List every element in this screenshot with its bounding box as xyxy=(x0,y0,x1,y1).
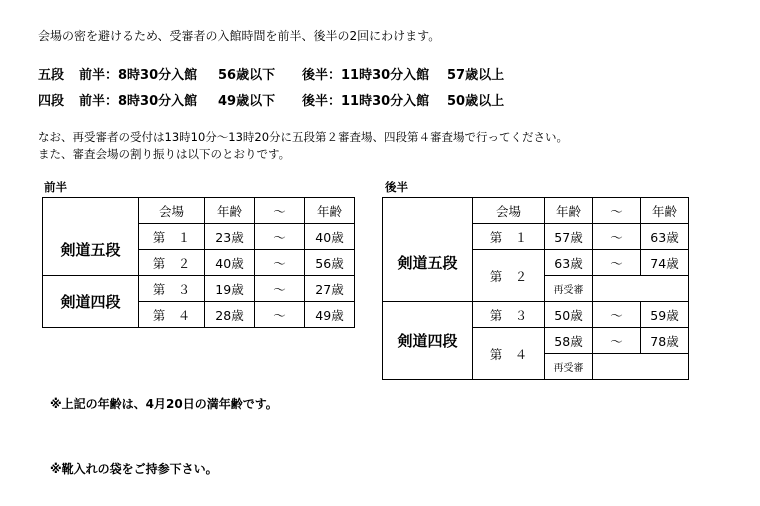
table-cell xyxy=(383,198,473,224)
schedule-second-label: 後半：11時30分入館 xyxy=(302,94,430,109)
age-to-cell: 27歳 xyxy=(305,276,355,302)
tilde-cell: ～ xyxy=(593,224,641,250)
footnote-age: ※上記の年齢は、4月20日の満年齢です。 xyxy=(50,397,278,411)
table-row xyxy=(43,276,355,302)
table-row xyxy=(383,224,689,250)
first-half-heading: 前半 xyxy=(44,180,67,194)
header-tilde: ～ xyxy=(593,198,641,224)
retake-label: 再受審 xyxy=(545,354,593,380)
dan-label: 剣道四段 xyxy=(383,302,473,380)
venue-cell: 第 ４ xyxy=(473,328,545,380)
header-age-from: 年齢 xyxy=(545,198,593,224)
tilde-cell: ～ xyxy=(593,250,641,276)
dan-label: 剣道五段 xyxy=(383,224,473,302)
age-from-cell: 19歳 xyxy=(205,276,255,302)
schedule-rank: 四段 xyxy=(38,94,65,109)
tilde-cell: ～ xyxy=(255,250,305,276)
schedule-first-age: 49歳以下 xyxy=(218,94,276,109)
second-half-table xyxy=(382,197,689,380)
venue-cell: 第 ３ xyxy=(473,302,545,328)
venue-cell: 第 ４ xyxy=(139,302,205,328)
tilde-cell: ～ xyxy=(255,302,305,328)
table-header-row xyxy=(383,198,689,224)
venue-cell: 第 ２ xyxy=(473,250,545,302)
schedule-second-age: 50歳以上 xyxy=(447,94,505,109)
age-from-cell: 57歳 xyxy=(545,224,593,250)
age-from-cell: 40歳 xyxy=(205,250,255,276)
age-to-cell: 40歳 xyxy=(305,224,355,250)
table-cell xyxy=(593,354,689,380)
first-half-table xyxy=(42,197,355,328)
schedule-first-age: 56歳以下 xyxy=(218,68,276,83)
table-row xyxy=(43,224,355,250)
age-from-cell: 50歳 xyxy=(545,302,593,328)
tilde-cell: ～ xyxy=(593,328,641,354)
age-to-cell: 78歳 xyxy=(641,328,689,354)
header-venue: 会場 xyxy=(473,198,545,224)
venue-cell: 第 １ xyxy=(473,224,545,250)
schedule-second-label: 後半：11時30分入館 xyxy=(302,68,430,83)
header-age-from: 年齢 xyxy=(205,198,255,224)
age-from-cell: 28歳 xyxy=(205,302,255,328)
age-from-cell: 23歳 xyxy=(205,224,255,250)
retake-label: 再受審 xyxy=(545,276,593,302)
venue-cell: 第 ２ xyxy=(139,250,205,276)
schedule-second-age: 57歳以上 xyxy=(447,68,505,83)
table-cell xyxy=(593,276,689,302)
note-line: なお、再受審者の受付は13時10分～13時20分に五段第２審査場、四段第４審査場で行ってください。 xyxy=(38,130,569,144)
table-row xyxy=(383,302,689,328)
age-to-cell: 49歳 xyxy=(305,302,355,328)
tilde-cell: ～ xyxy=(255,224,305,250)
schedule-first-label: 前半：8時30分入館 xyxy=(79,68,198,83)
venue-cell: 第 ３ xyxy=(139,276,205,302)
dan-label: 剣道五段 xyxy=(43,224,139,276)
table-header-row xyxy=(43,198,355,224)
footnote-shoe-bag: ※靴入れの袋をご持参下さい。 xyxy=(50,462,218,476)
tilde-cell: ～ xyxy=(593,302,641,328)
schedule-rank: 五段 xyxy=(38,68,65,83)
tilde-cell: ～ xyxy=(255,276,305,302)
age-to-cell: 56歳 xyxy=(305,250,355,276)
intro-text: 会場の密を避けるため、受審者の入館時間を前半、後半の2回にわけます。 xyxy=(38,29,441,43)
age-to-cell: 59歳 xyxy=(641,302,689,328)
age-to-cell: 74歳 xyxy=(641,250,689,276)
header-tilde: ～ xyxy=(255,198,305,224)
note-line: また、審査会場の割り振りは以下のとおりです。 xyxy=(38,147,291,161)
header-age-to: 年齢 xyxy=(305,198,355,224)
second-half-heading: 後半 xyxy=(385,180,408,194)
schedule-first-label: 前半：8時30分入館 xyxy=(79,94,198,109)
header-venue: 会場 xyxy=(139,198,205,224)
venue-cell: 第 １ xyxy=(139,224,205,250)
age-from-cell: 63歳 xyxy=(545,250,593,276)
dan-label: 剣道四段 xyxy=(43,276,139,328)
age-from-cell: 58歳 xyxy=(545,328,593,354)
age-to-cell: 63歳 xyxy=(641,224,689,250)
header-age-to: 年齢 xyxy=(641,198,689,224)
table-cell xyxy=(43,198,139,224)
